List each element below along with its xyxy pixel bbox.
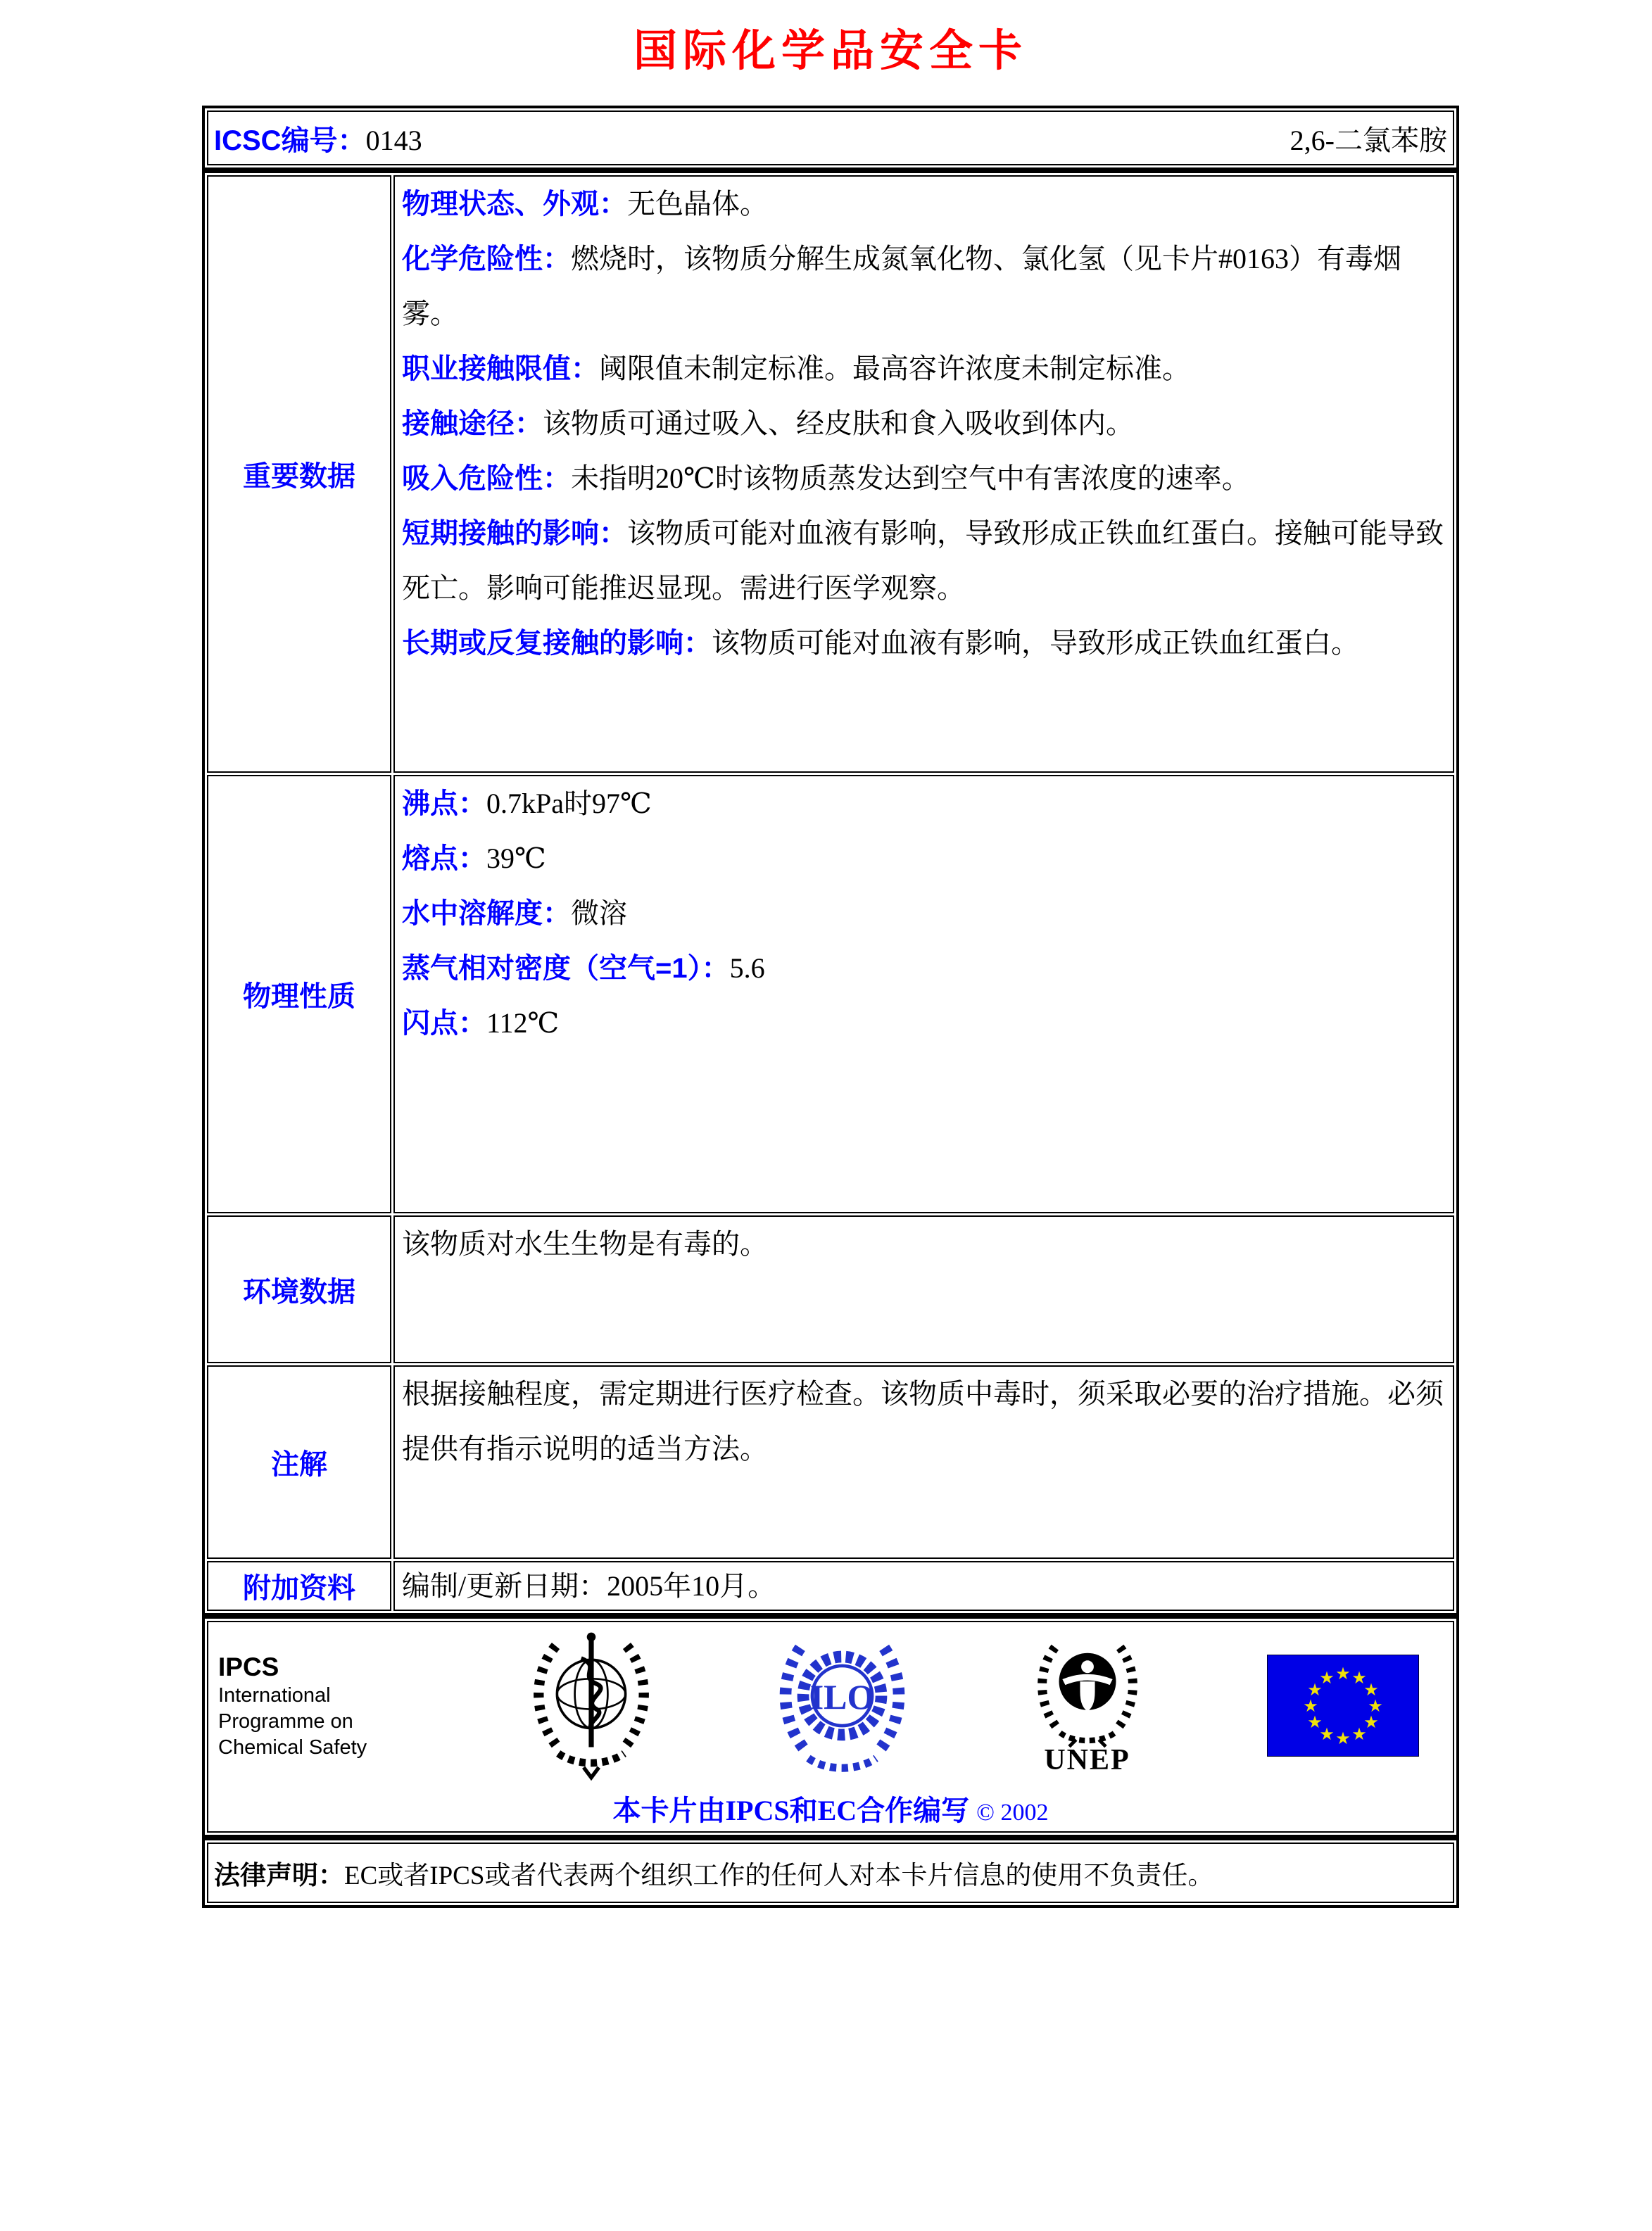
property-key: 吸入危险性： <box>402 463 571 494</box>
property-value: 39℃ <box>486 842 546 874</box>
svg-text:★: ★ <box>1303 1696 1318 1716</box>
property-key: 闪点： <box>402 1008 486 1039</box>
unep-logo-block <box>1030 1628 1145 1776</box>
ipcs-line: Programme on <box>218 1710 353 1733</box>
logo-row <box>217 1628 1444 1788</box>
ipcs-text-block <box>218 1628 405 1761</box>
svg-text:★: ★ <box>1319 1668 1335 1688</box>
property-value: 该物质可能对血液有影响，导致形成正铁血红蛋白。 <box>712 627 1359 659</box>
section-label-physical-properties: 物理性质 <box>207 775 391 1213</box>
property-line <box>402 396 1446 451</box>
property-value: 5.6 <box>729 952 765 984</box>
property-line <box>402 232 1446 341</box>
property-key: 长期或反复接触的影响： <box>402 628 712 659</box>
notes-content: 根据接触程度，需定期进行医疗检查。该物质中毒时，须采取必要的治疗措施。必须提供有指示说明的适当方法。 <box>393 1365 1454 1559</box>
ipcs-title: IPCS <box>218 1652 279 1681</box>
property-value: 未指明20℃时该物质蒸发达到空气中有害浓度的速率。 <box>571 462 1250 494</box>
svg-text:★: ★ <box>1307 1680 1323 1700</box>
svg-text:★: ★ <box>1319 1724 1335 1744</box>
main-table <box>202 170 1459 1616</box>
property-value: 0.7kPa时97℃ <box>486 788 652 819</box>
section-label-important-data: 重要数据 <box>207 175 391 773</box>
icsc-number-value: 0143 <box>365 124 422 156</box>
ilo-logo-icon <box>777 1628 907 1781</box>
property-line <box>402 776 1446 831</box>
eu-flag-wrap <box>1267 1628 1419 1757</box>
row-notes <box>207 1365 1454 1559</box>
property-line <box>402 996 1446 1051</box>
legal-text: EC或者IPCS或者代表两个组织工作的任何人对本卡片信息的使用不负责任。 <box>344 1862 1214 1890</box>
row-additional-info <box>207 1561 1454 1611</box>
property-key: 蒸气相对密度（空气=1）： <box>402 953 730 984</box>
svg-text:★: ★ <box>1363 1680 1379 1700</box>
ilo-text: ILO <box>809 1676 875 1717</box>
ipcs-line: International <box>218 1684 331 1707</box>
row-physical-properties <box>207 775 1454 1213</box>
property-key: 熔点： <box>402 843 486 874</box>
legal-label: 法律声明： <box>214 1861 344 1890</box>
property-line <box>402 941 1446 996</box>
header-cell <box>207 110 1454 165</box>
eu-flag-icon <box>1267 1655 1419 1757</box>
property-line <box>402 506 1446 616</box>
icsc-number-label: ICSC编号： <box>214 125 366 156</box>
copyright-text: © 2002 <box>976 1800 1049 1826</box>
property-value: 112℃ <box>486 1007 560 1039</box>
row-important-data <box>207 175 1454 773</box>
property-line <box>402 616 1446 671</box>
property-key: 物理状态、外观： <box>402 189 627 220</box>
property-key: 接触途径： <box>402 408 543 439</box>
icsc-card <box>202 106 1459 1908</box>
ipcs-line: Chemical Safety <box>218 1736 367 1759</box>
header-table <box>202 106 1459 170</box>
icsc-number-group <box>214 118 422 158</box>
property-key: 化学危险性： <box>402 244 571 274</box>
svg-text:★: ★ <box>1368 1696 1383 1716</box>
svg-text:★: ★ <box>1335 1728 1351 1748</box>
physical-properties-content <box>393 775 1454 1213</box>
footer-table <box>202 1616 1459 1838</box>
property-value: 无色晶体。 <box>627 188 768 220</box>
update-date-value: 2005年10月。 <box>607 1569 776 1602</box>
property-line <box>402 341 1446 396</box>
update-date-key: 编制/更新日期： <box>402 1569 607 1602</box>
section-label-environmental-data: 环境数据 <box>207 1215 391 1363</box>
environmental-data-content: 该物质对水生生物是有毒的。 <box>393 1215 1454 1363</box>
important-data-content <box>393 175 1454 773</box>
footer-cell <box>207 1621 1454 1833</box>
row-environmental-data <box>207 1215 1454 1363</box>
unep-text: UNEP <box>1044 1744 1130 1776</box>
svg-text:★: ★ <box>1351 1668 1367 1688</box>
svg-text:★: ★ <box>1307 1712 1323 1732</box>
property-line <box>402 831 1446 886</box>
section-label-additional-info: 附加资料 <box>207 1561 391 1611</box>
caption-text: 本卡片由IPCS和EC合作编写 <box>612 1795 970 1826</box>
section-label-notes: 注解 <box>207 1365 391 1559</box>
property-value: 燃烧时，该物质分解生成氮氧化物、氯化氢（见卡片#0163）有毒烟雾。 <box>402 243 1401 329</box>
property-key: 职业接触限值： <box>402 353 599 384</box>
property-value: 微溶 <box>571 897 627 929</box>
who-logo-icon <box>528 1628 655 1784</box>
property-line <box>402 451 1446 506</box>
footer-caption <box>217 1788 1444 1828</box>
property-key: 水中溶解度： <box>402 898 571 929</box>
svg-text:★: ★ <box>1335 1664 1351 1683</box>
property-key: 短期接触的影响： <box>402 518 627 549</box>
legal-cell <box>207 1843 1454 1903</box>
property-value: 阈限值未制定标准。最高容许浓度未制定标准。 <box>599 353 1190 384</box>
unep-logo-icon <box>1030 1628 1145 1749</box>
chemical-name: 2,6-二氯苯胺 <box>1290 124 1447 156</box>
svg-text:★: ★ <box>1363 1712 1379 1732</box>
additional-info-content <box>393 1561 1454 1611</box>
property-value: 该物质可通过吸入、经皮肤和食入吸收到体内。 <box>543 407 1134 439</box>
legal-table <box>202 1838 1459 1908</box>
svg-text:★: ★ <box>1351 1724 1367 1744</box>
property-key: 沸点： <box>402 788 486 819</box>
property-line <box>402 886 1446 941</box>
header-row <box>214 118 1447 158</box>
property-line <box>402 177 1446 232</box>
property-value: 该物质可能对血液有影响，导致形成正铁血红蛋白。接触可能导致死亡。影响可能推迟显现。需进行医学观察。 <box>402 517 1444 604</box>
page-title: 国际化学品安全卡 <box>633 27 1028 75</box>
